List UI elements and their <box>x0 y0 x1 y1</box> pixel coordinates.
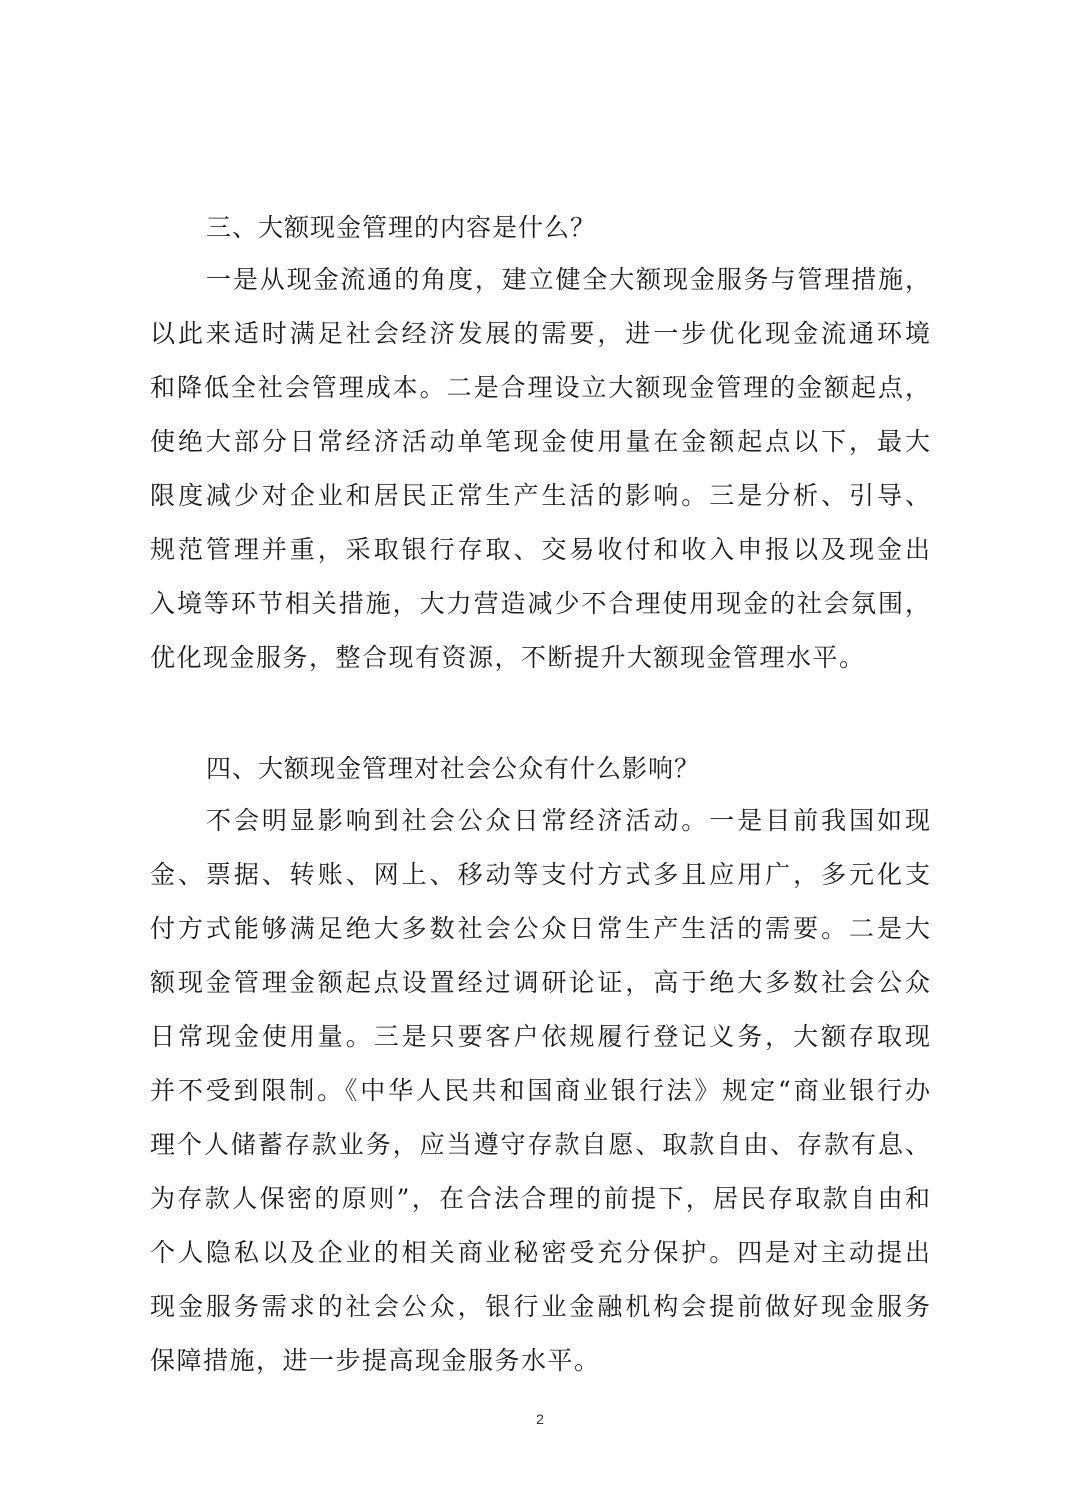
section-4 <box>150 744 930 1388</box>
paragraph-line: 并不受到限制。《中华人民共和国商业银行法》规定“商业银行办 <box>150 1076 930 1105</box>
section-paragraph <box>150 253 930 685</box>
paragraph-line: 不会明显影响到社会公众日常经济活动。一是目前我国如现 <box>206 806 930 835</box>
paragraph-line: 为存款人保密的原则”，在合法合理的前提下，居民存取款自由和 <box>150 1184 930 1213</box>
paragraph-line: 个人隐私以及企业的相关商业秘密受充分保护。四是对主动提出 <box>150 1238 930 1267</box>
paragraph-line: 额现金管理金额起点设置经过调研论证，高于绝大多数社会公众 <box>150 968 930 997</box>
paragraph-line: 优化现金服务，整合现有资源，不断提升大额现金管理水平。 <box>150 643 866 672</box>
paragraph-line: 限度减少对企业和居民正常生产生活的影响。三是分析、引导、 <box>150 481 930 510</box>
paragraph-line: 一是从现金流通的角度，建立健全大额现金服务与管理措施， <box>206 265 930 294</box>
paragraph-line: 付方式能够满足绝大多数社会公众日常生产生活的需要。二是大 <box>150 914 930 943</box>
paragraph-line: 金、票据、转账、网上、移动等支付方式多且应用广，多元化支 <box>150 860 930 889</box>
page-number: 2 <box>536 1411 544 1427</box>
section-paragraph <box>150 794 930 1388</box>
paragraph-line: 使绝大部分日常经济活动单笔现金使用量在金额起点以下，最大 <box>150 427 930 456</box>
paragraph-line: 理个人储蓄存款业务，应当遵守存款自愿、取款自由、存款有息、 <box>150 1130 930 1159</box>
paragraph-line: 保障措施，进一步提高现金服务水平。 <box>150 1346 601 1375</box>
paragraph-line: 日常现金使用量。三是只要客户依规履行登记义务，大额存取现 <box>150 1022 930 1051</box>
paragraph-line: 现金服务需求的社会公众，银行业金融机构会提前做好现金服务 <box>150 1292 930 1321</box>
paragraph-line: 以此来适时满足社会经济发展的需要，进一步优化现金流通环境 <box>150 319 930 348</box>
paragraph-line: 和降低全社会管理成本。二是合理设立大额现金管理的金额起点， <box>150 373 930 402</box>
section-heading: 四、大额现金管理对社会公众有什么影响？ <box>206 754 701 783</box>
paragraph-line: 入境等环节相关措施，大力营造减少不合理使用现金的社会氛围， <box>150 589 930 618</box>
section-heading: 三、大额现金管理的内容是什么？ <box>206 213 597 242</box>
section-3 <box>150 203 930 685</box>
paragraph-line: 规范管理并重，采取银行存取、交易收付和收入申报以及现金出 <box>150 535 930 564</box>
